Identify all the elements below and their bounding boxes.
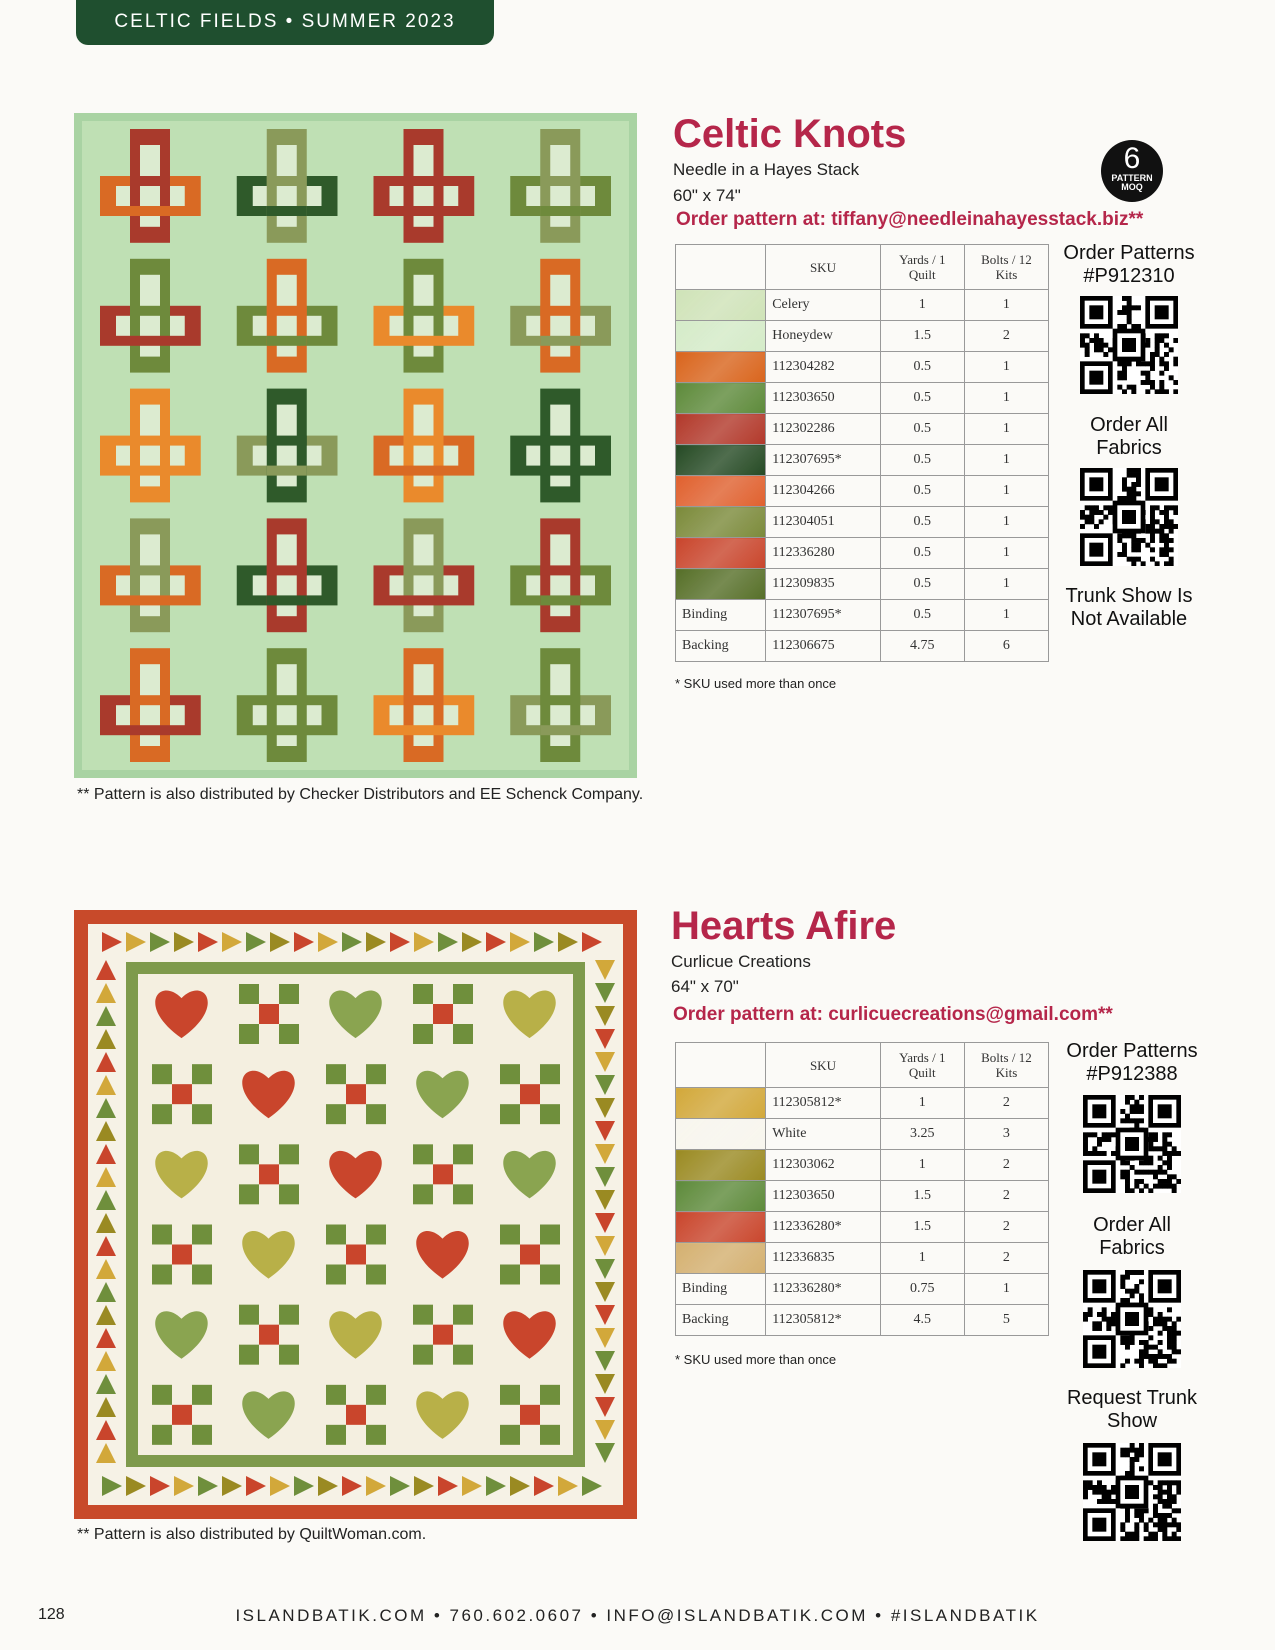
hearts-afire-quilt-image <box>74 910 637 1519</box>
table-row <box>676 1305 1049 1336</box>
row-label: Backing <box>676 631 766 662</box>
sku-cell: 112302286 <box>766 414 881 445</box>
hearts-afire-sku-note: * SKU used more than once <box>675 1352 837 1367</box>
bolts-cell: 2 <box>964 1181 1048 1212</box>
order-patterns-qr-code[interactable] <box>1083 1095 1181 1193</box>
table-row <box>676 507 1049 538</box>
bolts-cell: 2 <box>964 1212 1048 1243</box>
bolts-cell: 1 <box>964 538 1048 569</box>
page-number: 128 <box>38 1606 65 1623</box>
celtic-knots-footnote: ** Pattern is also distributed by Checker Distributors and EE Schenck Company. <box>77 786 644 803</box>
yards-cell: 4.5 <box>880 1305 964 1336</box>
table-row <box>676 1150 1049 1181</box>
sku-cell: White <box>766 1119 881 1150</box>
yards-cell: 1 <box>880 1088 964 1119</box>
hearts-afire-fabric-table <box>675 1042 1049 1336</box>
fabric-swatch <box>676 569 766 600</box>
table-row <box>676 631 1049 662</box>
sku-cell: 112336835 <box>766 1243 881 1274</box>
pattern-number: #P912388 <box>1086 1063 1178 1085</box>
yards-cell: 0.5 <box>880 507 964 538</box>
table-row <box>676 1274 1049 1305</box>
table-header-bolts: Bolts / 12 Kits <box>964 1043 1048 1088</box>
sku-cell: 112303650 <box>766 1181 881 1212</box>
request-trunk-show-label: Request Trunk Show <box>1066 1387 1198 1432</box>
table-row <box>676 600 1049 631</box>
table-row <box>676 290 1049 321</box>
yards-cell: 0.5 <box>880 476 964 507</box>
table-header-swatch <box>676 1043 766 1088</box>
row-label: Backing <box>676 1305 766 1336</box>
yards-cell: 0.5 <box>880 538 964 569</box>
bolts-cell: 1 <box>964 569 1048 600</box>
yards-cell: 0.5 <box>880 383 964 414</box>
table-header-yards: Yards / 1 Quilt <box>880 1043 964 1088</box>
bolts-cell: 1 <box>964 507 1048 538</box>
pattern-moq-badge <box>1101 140 1163 202</box>
bolts-cell: 2 <box>964 1150 1048 1181</box>
order-all-fabrics-qr-code[interactable] <box>1080 468 1178 566</box>
yards-cell: 0.5 <box>880 600 964 631</box>
yards-cell: 3.25 <box>880 1119 964 1150</box>
yards-cell: 0.5 <box>880 352 964 383</box>
bolts-cell: 1 <box>964 383 1048 414</box>
moq-number: 6 <box>1123 142 1141 175</box>
sku-cell: 112306675 <box>766 631 881 662</box>
table-row <box>676 445 1049 476</box>
fabric-swatch <box>676 414 766 445</box>
order-all-fabrics-label: Order All Fabrics <box>1090 414 1168 459</box>
table-row <box>676 383 1049 414</box>
yards-cell: 1 <box>880 290 964 321</box>
bolts-cell: 1 <box>964 1274 1048 1305</box>
sku-cell: 112304266 <box>766 476 881 507</box>
table-header-sku: SKU <box>766 245 881 290</box>
bolts-cell: 1 <box>964 352 1048 383</box>
sku-cell: 112305812* <box>766 1088 881 1119</box>
trunk-show-label: Trunk Show Is Not Available <box>1065 585 1193 630</box>
celtic-knots-sku-note: * SKU used more than once <box>675 676 837 691</box>
order-all-fabrics-label: Order All Fabrics <box>1093 1214 1171 1259</box>
bolts-cell: 1 <box>964 600 1048 631</box>
order-all-fabrics-qr-code[interactable] <box>1083 1270 1181 1368</box>
table-row <box>676 1181 1049 1212</box>
yards-cell: 0.5 <box>880 414 964 445</box>
yards-cell: 1.5 <box>880 1212 964 1243</box>
bolts-cell: 1 <box>964 445 1048 476</box>
order-patterns-text: Order Patterns <box>1063 242 1195 264</box>
celtic-knots-order-link[interactable]: Order pattern at: tiffany@needleinahayesstack.biz** <box>676 209 1144 230</box>
bolts-cell: 2 <box>964 321 1048 352</box>
sku-cell: Celery <box>766 290 881 321</box>
celtic-knots-size: 60" x 74" <box>673 186 741 205</box>
order-patterns-label <box>1059 242 1199 288</box>
bolts-cell: 5 <box>964 1305 1048 1336</box>
table-row <box>676 1212 1049 1243</box>
sku-cell: 112305812* <box>766 1305 881 1336</box>
table-row <box>676 352 1049 383</box>
fabric-swatch <box>676 290 766 321</box>
table-header-sku: SKU <box>766 1043 881 1088</box>
order-patterns-label <box>1062 1040 1202 1086</box>
sku-cell: 112304282 <box>766 352 881 383</box>
sku-cell: 112307695* <box>766 600 881 631</box>
sku-cell: 112336280* <box>766 1274 881 1305</box>
order-patterns-qr-code[interactable] <box>1080 296 1178 394</box>
yards-cell: 0.75 <box>880 1274 964 1305</box>
yards-cell: 1.5 <box>880 1181 964 1212</box>
request-trunk-show-qr-code[interactable] <box>1083 1443 1181 1541</box>
fabric-swatch <box>676 321 766 352</box>
row-label: Binding <box>676 1274 766 1305</box>
celtic-knots-designer: Needle in a Hayes Stack <box>673 160 860 179</box>
sku-cell: 112336280 <box>766 538 881 569</box>
pattern-number: #P912310 <box>1083 265 1175 287</box>
celtic-knots-fabric-table <box>675 244 1049 662</box>
footer-contact: ISLANDBATIK.COM • 760.602.0607 • INFO@ISLANDBATIK.COM • #ISLANDBATIK <box>235 1606 1040 1625</box>
hearts-afire-designer: Curlicue Creations <box>671 952 811 971</box>
table-header-bolts: Bolts / 12 Kits <box>964 245 1048 290</box>
header-banner: CELTIC FIELDS • SUMMER 2023 <box>76 0 494 45</box>
table-row <box>676 538 1049 569</box>
table-row <box>676 321 1049 352</box>
sku-cell: 112309835 <box>766 569 881 600</box>
row-label: Binding <box>676 600 766 631</box>
hearts-afire-size: 64" x 70" <box>671 977 739 996</box>
bolts-cell: 3 <box>964 1119 1048 1150</box>
fabric-swatch <box>676 538 766 569</box>
hearts-afire-order-link[interactable]: Order pattern at: curlicuecreations@gmail.com** <box>673 1004 1113 1025</box>
table-row <box>676 1088 1049 1119</box>
bolts-cell: 1 <box>964 476 1048 507</box>
table-row <box>676 476 1049 507</box>
table-header-yards: Yards / 1 Quilt <box>880 245 964 290</box>
fabric-swatch <box>676 352 766 383</box>
fabric-swatch <box>676 1181 766 1212</box>
fabric-swatch <box>676 383 766 414</box>
sku-cell: 112304051 <box>766 507 881 538</box>
fabric-swatch <box>676 476 766 507</box>
table-row <box>676 1119 1049 1150</box>
hearts-afire-title: Hearts Afire <box>671 904 897 948</box>
bolts-cell: 2 <box>964 1243 1048 1274</box>
order-patterns-text: Order Patterns <box>1066 1040 1198 1062</box>
sku-cell: 112307695* <box>766 445 881 476</box>
fabric-swatch <box>676 1212 766 1243</box>
bolts-cell: 1 <box>964 414 1048 445</box>
table-row <box>676 1243 1049 1274</box>
bolts-cell: 2 <box>964 1088 1048 1119</box>
celtic-knots-quilt-image <box>74 113 637 778</box>
yards-cell: 1 <box>880 1150 964 1181</box>
bolts-cell: 1 <box>964 290 1048 321</box>
yards-cell: 0.5 <box>880 445 964 476</box>
sku-cell: 112336280* <box>766 1212 881 1243</box>
sku-cell: 112303650 <box>766 383 881 414</box>
fabric-swatch <box>676 1088 766 1119</box>
table-row <box>676 569 1049 600</box>
fabric-swatch <box>676 1243 766 1274</box>
bolts-cell: 6 <box>964 631 1048 662</box>
yards-cell: 4.75 <box>880 631 964 662</box>
table-header-swatch <box>676 245 766 290</box>
yards-cell: 1.5 <box>880 321 964 352</box>
moq-label: PATTERN MOQ <box>1111 173 1153 192</box>
sku-cell: 112303062 <box>766 1150 881 1181</box>
fabric-swatch <box>676 1119 766 1150</box>
fabric-swatch <box>676 445 766 476</box>
fabric-swatch <box>676 1150 766 1181</box>
yards-cell: 1 <box>880 1243 964 1274</box>
fabric-swatch <box>676 507 766 538</box>
hearts-afire-footnote: ** Pattern is also distributed by QuiltWoman.com. <box>77 1526 427 1543</box>
table-row <box>676 414 1049 445</box>
yards-cell: 0.5 <box>880 569 964 600</box>
sku-cell: Honeydew <box>766 321 881 352</box>
celtic-knots-title: Celtic Knots <box>673 112 907 156</box>
